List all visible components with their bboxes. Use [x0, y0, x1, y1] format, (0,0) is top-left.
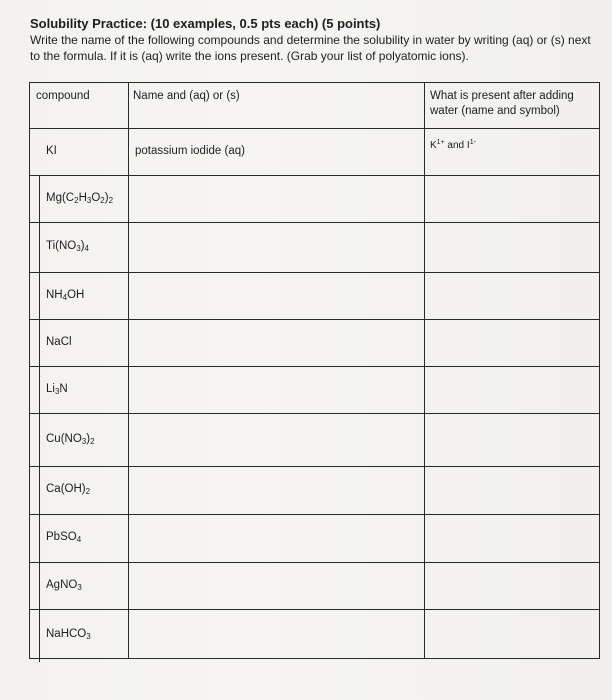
table-row — [30, 515, 599, 563]
compound-formula: $NH_4OH$ — [46, 288, 85, 302]
compound-formula: KI — [46, 144, 57, 157]
table-row — [30, 223, 599, 273]
compound-formula: $Mg(C_2H_3O_2)_2$ — [46, 191, 114, 205]
table-row — [30, 176, 599, 223]
worksheet-instructions: Write the name of the following compounds and determine the solubility in water by writing (aq) or (s) next to the formula. If it is (aq) write the ions present. (Grab your list of polyatomic ions). — [30, 33, 591, 63]
compound-formula: NaHCO$_3$ — [46, 627, 91, 641]
table-row — [30, 414, 599, 467]
table-row — [30, 320, 599, 367]
table-row — [30, 129, 599, 176]
solubility-table — [29, 82, 600, 659]
compound-formula: $Ca(OH)_2$ — [46, 483, 91, 496]
compound-formula: AgNO$_3$ — [46, 578, 82, 592]
table-row — [30, 367, 599, 414]
table-row — [30, 563, 599, 610]
compound-formula: NaCl — [46, 335, 72, 348]
compound-formula: $Li_3N$ — [46, 382, 68, 396]
compound-name-answer[interactable]: potassium iodide (aq) — [135, 144, 245, 157]
table-row — [30, 610, 599, 661]
worksheet-title: Solubility Practice: (10 examples, 0.5 pts each) (5 points) — [30, 16, 381, 31]
table-header-row — [30, 83, 599, 129]
worksheet-heading — [30, 16, 600, 64]
table-row — [30, 467, 599, 515]
header-present: What is present after adding water (name and symbol) — [430, 90, 574, 117]
table-row — [30, 273, 599, 320]
compound-formula: PbSO$_4$ — [46, 531, 82, 544]
header-name: Name and (aq) or (s) — [133, 90, 240, 102]
compound-formula: $Cu(NO_3)_2$ — [46, 432, 95, 446]
compound-formula: $Ti(NO_3)_4$ — [46, 240, 89, 253]
ions-present-answer[interactable]: $K^{1+}$ and $I^{1-}$ — [430, 139, 476, 151]
header-compound: compound — [36, 90, 90, 102]
